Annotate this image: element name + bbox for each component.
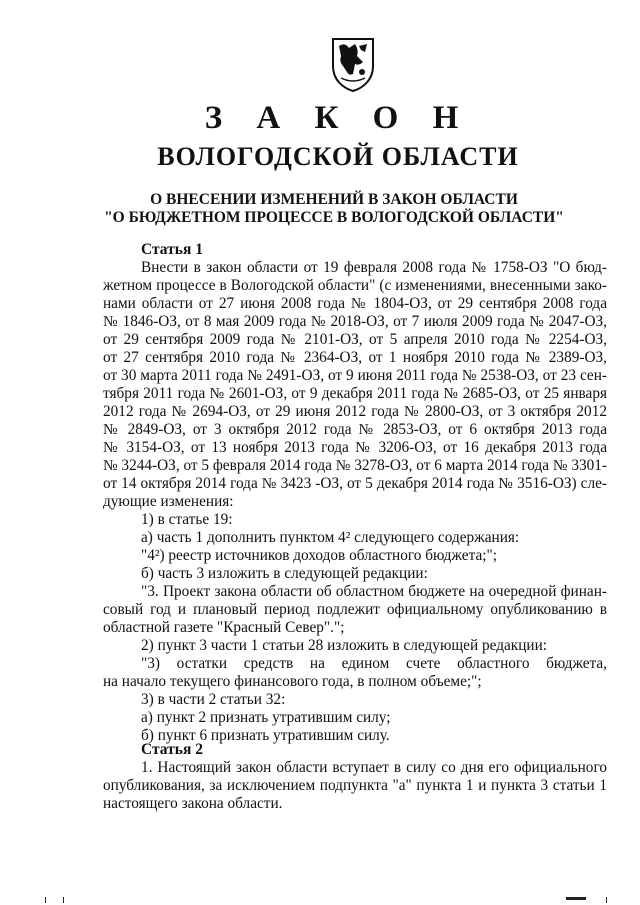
document-type-title: З А К О Н <box>204 100 472 136</box>
scan-mark <box>606 897 607 903</box>
paragraph-line: от 14 октября 2014 года № 3423 -ОЗ, от 5 декабря 2014 года № 3516-ОЗ) сле- <box>103 475 607 492</box>
paragraph-line: 2012 года № 2694-ОЗ, от 29 июня 2012 года № 2800-ОЗ, от 3 октября 2012 <box>103 403 607 420</box>
quote-line: на начало текущего финансового года, в полном объеме;"; <box>103 673 482 690</box>
paragraph-line: № 3244-ОЗ, от 5 февраля 2014 года № 3278-ОЗ, от 6 марта 2014 года № 3301- <box>103 457 607 474</box>
paragraph-line: № 1846-ОЗ, от 8 мая 2009 года № 2018-ОЗ, от 7 июля 2009 года № 2047-ОЗ, <box>103 313 607 330</box>
paragraph-line: 1. Настоящий закон области вступает в силу со дня его официального <box>141 759 607 776</box>
list-item: "4²) реестр источников доходов областного бюджета;"; <box>141 547 497 564</box>
article-1-body <box>103 259 607 745</box>
paragraph-line: опубликования, за исключением подпункта "а" пункта 1 и пункта 3 статьи 1 <box>103 777 607 794</box>
subtitle-line-2: "О БЮДЖЕТНОМ ПРОЦЕССЕ В ВОЛОГОДСКОЙ ОБЛАСТИ" <box>104 209 564 226</box>
paragraph-line: жетном процессе в Вологодской области" (с изменениями, внесенными зако- <box>103 277 607 294</box>
coat-of-arms-icon <box>329 36 377 92</box>
paragraph-line: настоящего закона области. <box>103 795 283 812</box>
paragraph-line: № 3154-ОЗ, от 13 ноября 2013 года № 3206-ОЗ, от 16 декабря 2013 года <box>103 439 607 456</box>
paragraph-line: тября 2011 года № 2601-ОЗ, от 9 декабря 2011 года № 2685-ОЗ, от 25 января <box>103 385 607 402</box>
paragraph-line: дующие изменения: <box>103 493 234 510</box>
paragraph-line: Внести в закон области от 19 февраля 2008 года № 1758-ОЗ "О бюд- <box>141 259 607 276</box>
article-1-heading: Статья 1 <box>141 241 203 258</box>
article-2-body <box>103 759 607 813</box>
list-item: б) часть 3 изложить в следующей редакции: <box>141 565 428 582</box>
region-title: ВОЛОГОДСКОЙ ОБЛАСТИ <box>157 142 519 171</box>
paragraph-line: нами области от 27 июня 2008 года № 1804-ОЗ, от 29 сентября 2008 года <box>103 295 607 312</box>
paragraph-line: от 27 сентября 2010 года № 2364-ОЗ, от 1 ноября 2010 года № 2389-ОЗ, <box>103 349 607 366</box>
list-item: 3) в части 2 статьи 32: <box>141 691 286 708</box>
subtitle-line-1: О ВНЕСЕНИИ ИЗМЕНЕНИЙ В ЗАКОН ОБЛАСТИ <box>150 191 518 208</box>
scan-mark <box>63 897 64 903</box>
scan-mark <box>566 897 586 900</box>
list-item: а) пункт 2 признать утратившим силу; <box>141 709 391 726</box>
quote-line: "3. Проект закона области об областном бюджете на очередной финан- <box>141 583 607 600</box>
quote-line: областной газете "Красный Север"."; <box>103 619 345 636</box>
scan-mark <box>45 897 46 903</box>
list-item: 1) в статье 19: <box>141 511 233 528</box>
list-item: б) пункт 6 признать утратившим силу. <box>141 727 390 744</box>
list-item: а) часть 1 дополнить пунктом 4² следующего содержания: <box>141 529 520 546</box>
article-2-heading: Статья 2 <box>141 741 203 758</box>
list-item: 2) пункт 3 части 1 статьи 28 изложить в следующей редакции: <box>141 637 548 654</box>
paragraph-line: от 30 марта 2011 года № 2491-ОЗ, от 9 июня 2011 года № 2538-ОЗ, от 23 сен- <box>103 367 607 384</box>
quote-line: "3) остатки средств на едином счете областного бюджета, <box>141 655 607 672</box>
paragraph-line: от 29 сентября 2009 года № 2101-ОЗ, от 5 апреля 2010 года № 2254-ОЗ, <box>103 331 607 348</box>
paragraph-line: № 2849-ОЗ, от 3 октября 2012 года № 2853-ОЗ, от 6 октября 2013 года <box>103 421 607 438</box>
quote-line: совый год и плановый период подлежит официальному опубликованию в <box>103 601 607 618</box>
